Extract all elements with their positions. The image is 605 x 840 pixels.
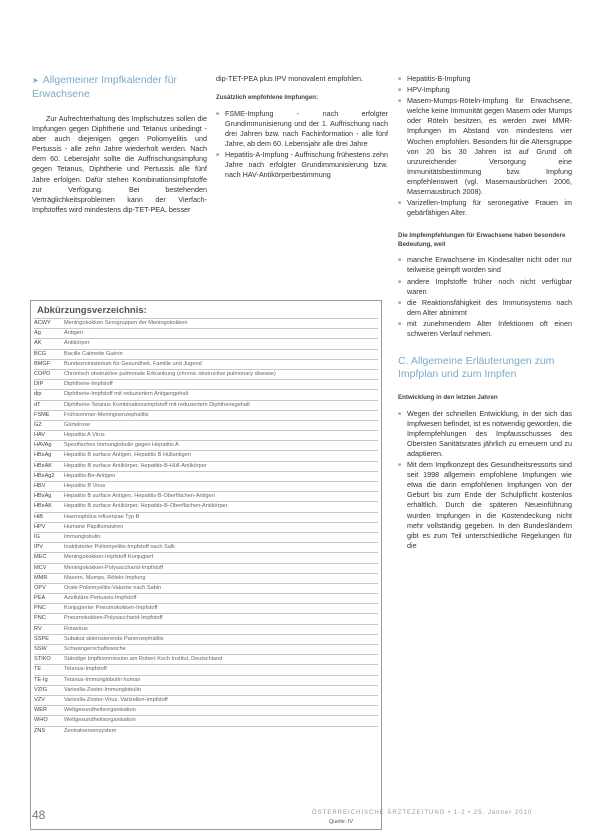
abbreviation: BCG bbox=[34, 350, 47, 357]
abbreviation: PNC bbox=[34, 605, 46, 612]
table-row bbox=[34, 552, 378, 562]
abbreviation-definition: Hepatitis B surface Antikörper, Hepatitis-B-Oberflächen-Antikörper bbox=[64, 503, 228, 510]
abbreviation: AK bbox=[34, 340, 42, 347]
abbreviation: IPV bbox=[34, 544, 44, 551]
abbreviation: HBsAg bbox=[34, 493, 52, 500]
table-row bbox=[34, 675, 378, 685]
paragraph-adult-schedule: Zur Aufrechterhaltung des Impfschutzes sollen die Impfungen gegen Diphtherie und Tetanus unbedingt - aber auch diejenigen gegen Poliomyelitis und Pertussis - alle zehn Jahre wiederholt werden. Nach dem 60. Lebensjahr sollte die Auffrischungsimpfung gegen Tetanus, Diphtherie und Pertussis alle fünf Jahre erfolgen. Dafür stehen Kombinationsimpfstoffe zur Verfügung. Bei bestehenden Verträglichkeitsproblemen kann der Vierfach-Impfstoffes wird mindestens dip-TET-PEA, besser bbox=[32, 114, 207, 214]
abbreviation: BMGF bbox=[34, 360, 51, 367]
abbreviation: HBV bbox=[34, 483, 46, 489]
abbreviation-definition: Bundesministerium für Gesundheit, Familie und Jugend bbox=[64, 360, 202, 367]
abbreviation: RV bbox=[34, 625, 42, 632]
abbreviation-definition: Varizella-Zoster-Virus, Varizellen-Impfstoff bbox=[64, 696, 168, 703]
abbreviation-definition: Hepatitis-Be-Antigen bbox=[64, 472, 116, 479]
table-row bbox=[34, 695, 378, 705]
table-row bbox=[34, 705, 378, 715]
abbreviation-definition: Humane Papillomaviren bbox=[64, 523, 124, 530]
abbreviation: HPV bbox=[34, 523, 46, 530]
table-row bbox=[34, 613, 378, 623]
abbreviation-definition: Meningokokken Serogruppen der Meningokokken bbox=[64, 320, 188, 326]
abbreviation-definition: Schwangerschaftswoche bbox=[64, 646, 126, 652]
list-item: ■ mit zunehmendem Alter Infektionen oft einen schweren Verlauf nehmen. bbox=[398, 319, 572, 339]
abbreviations-source: Quelle: IV bbox=[328, 819, 353, 825]
abbreviation: WHO bbox=[34, 717, 48, 724]
list-item: ■ Mit dem Impfkonzept des Gesundheitsressorts sind seit 1998 allgemein empfohlene Impfungen wie etwa die darin empfohlenen Impfungen von der Geburt bis zum Ende der Schulpflicht kostenlos erhältlich. Durch die späteren Neueinführung wurden Impfungen in die Kostendeckung nicht mehr vollständig gegeben. In den Bundesländern gibt es zum Teil unterschiedliche Regelungen für die bbox=[398, 460, 572, 551]
list-item: ■ Hepatitis-A-Impfung - Auffrischung frühestens zehn Jahre nach erfolgter Grundimmunisierung bzw. nach HAV-Antikörperbestimmung bbox=[216, 150, 388, 180]
section-heading-adult-schedule: ➤ Allgemeiner Impfkalender für Erwachsene bbox=[32, 74, 177, 100]
page-number: 48 bbox=[32, 808, 46, 822]
abbreviation-definition: Chronisch obstruktive pulmonale Erkrankung (chronic obstructive pulmonary disease) bbox=[64, 370, 276, 377]
abbreviation: HBsAK bbox=[34, 462, 53, 469]
subheading-recent-development: Entwicklung in den letzten Jahren bbox=[398, 394, 498, 402]
table-row bbox=[34, 624, 378, 634]
abbreviation: DIP bbox=[34, 381, 44, 388]
abbreviation-definition: Hepatitis B surface Antikörper, Hepatitis-B-Hüll-Antikörper bbox=[64, 462, 207, 469]
table-row bbox=[34, 400, 378, 410]
table-row bbox=[34, 471, 378, 481]
column-3 bbox=[398, 74, 572, 552]
abbreviation-definition: Konjugierter Pneumokokken-Impfstoff bbox=[64, 605, 158, 612]
abbreviation-definition: Masern, Mumps, Röteln-Impfung bbox=[64, 574, 146, 581]
abbreviation-definition: Meningokokken-Polysaccharid-Impfstoff bbox=[64, 564, 164, 571]
table-row bbox=[34, 430, 378, 440]
column-2 bbox=[216, 74, 388, 181]
table-row bbox=[34, 593, 378, 603]
abbreviation-definition: Meningokokken-Impfstoff Konjugiert bbox=[64, 554, 154, 561]
list-item: ■ manche Erwachsene im Kindesalter nicht oder nur teilweise geimpft worden sind bbox=[398, 255, 572, 275]
abbreviation: SSW bbox=[34, 646, 47, 652]
abbreviation-definition: Ständige Impfkommission am Robert Koch Institut, Deutschland bbox=[64, 656, 223, 663]
abbreviation-definition: Diphtherie-Impfstoff bbox=[64, 381, 113, 388]
table-row bbox=[34, 512, 378, 522]
abbreviation-definition: Hepatitis A Virus bbox=[64, 432, 105, 439]
abbreviation: WER bbox=[34, 707, 48, 714]
table-row bbox=[34, 715, 378, 725]
list-item: ■ Masern-Mumps-Röteln-Impfung für Erwachsene, welche keine Immunität gegen Masern oder Mumps oder Röteln besitzen, es werden zwei MMR-Impfungen im Abstand von mindestens vier Wochen empfohlen. Besonders für die Altersgruppe von 20 bis 30 Jahren ist auf Grund oft unzureichender Versorgung eine Immunitätsbestimmung bzw. Impfung empfehlenswert (vgl. Masernausbrüchen 2006, Masernausbruch 2008). bbox=[398, 96, 572, 197]
abbreviation: IG bbox=[34, 533, 40, 540]
abbreviation: ZNS bbox=[34, 727, 46, 734]
abbreviation-definition: Weltgesundheitsorganisation bbox=[64, 707, 136, 714]
abbreviation: PNC bbox=[34, 615, 46, 622]
table-row bbox=[34, 644, 378, 654]
abbreviation: STIKO bbox=[34, 656, 51, 663]
abbreviation: HBsAg2 bbox=[34, 472, 55, 479]
abbreviation: HiB bbox=[34, 513, 44, 520]
table-row bbox=[34, 420, 378, 430]
table-row bbox=[34, 563, 378, 573]
abbreviation: MMR bbox=[34, 574, 48, 581]
abbreviation-definition: Tetanus-Immunglobulin human bbox=[64, 676, 141, 683]
abbreviation-definition: Spezifisches Immunglobulin gegen Hepatitis A bbox=[64, 442, 179, 449]
table-row bbox=[34, 634, 378, 644]
list-item: ■ Wegen der schnellen Entwicklung, in der sich das Impfwesen befindet, ist es notwendig geworden, die Impfempfehlungen des Impfausschusses des Obersten Sanitätsrates jährlich zu erneuern und zu adaptieren. bbox=[398, 409, 572, 459]
table-row bbox=[34, 461, 378, 471]
abbreviation: PEA bbox=[34, 595, 46, 602]
abbreviation: OPV bbox=[34, 584, 46, 591]
additional-vaccines-list bbox=[216, 109, 388, 181]
abbreviations-title: Abkürzungsverzeichnis: bbox=[37, 305, 147, 316]
table-row bbox=[34, 318, 378, 328]
abbreviation: HAVAg bbox=[34, 442, 52, 449]
abbreviation-definition: Varizella-Zoster-Immunglobulin bbox=[64, 686, 141, 693]
list-item: ■ FSME-Impfung - nach erfolgter Grundimmunisierung und der 1. Auffrischung nach drei Jahren bzw. nach Fachinformation - alle fünf Jahre, ab dem 60. Lebensjahr alle drei Jahre bbox=[216, 109, 388, 149]
abbreviation: HBsAK bbox=[34, 503, 53, 510]
abbreviation-definition: Hepatitis B Virus bbox=[64, 483, 106, 489]
abbreviation-definition: Rotavirus bbox=[64, 625, 88, 632]
list-item: ■ Hepatitis-B-Impfung bbox=[398, 74, 572, 84]
table-row bbox=[34, 603, 378, 613]
list-item: ■ HPV-Impfung bbox=[398, 85, 572, 95]
table-row bbox=[34, 573, 378, 583]
table-row bbox=[34, 664, 378, 674]
table-row bbox=[34, 410, 378, 420]
abbreviation-definition: Pneumokokken-Polysaccharid-Impfstoff bbox=[64, 615, 163, 622]
table-row bbox=[34, 359, 378, 369]
table-row bbox=[34, 501, 378, 511]
abbreviation: VZV bbox=[34, 696, 45, 703]
abbreviation-definition: Orale Poliomyelitis-Vakzine nach Sabin bbox=[64, 584, 162, 591]
table-row bbox=[34, 338, 378, 348]
abbreviation-definition: Immunglobulin bbox=[64, 533, 101, 540]
abbreviations-box bbox=[30, 300, 382, 830]
paragraph-continuation: dip-TET-PEA plus IPV monovalent empfohlen. bbox=[216, 74, 364, 83]
abbreviation: MEC bbox=[34, 554, 47, 561]
abbreviation: ACWY bbox=[34, 320, 51, 326]
abbreviation: TE-Ig bbox=[34, 676, 48, 683]
table-row bbox=[34, 481, 378, 491]
arrow-icon: ➤ bbox=[32, 76, 39, 85]
abbreviation: MCV bbox=[34, 564, 47, 571]
table-row bbox=[34, 654, 378, 664]
table-row bbox=[34, 685, 378, 695]
abbreviation: VZIG bbox=[34, 686, 48, 693]
abbreviation: TE bbox=[34, 666, 42, 673]
table-row bbox=[34, 450, 378, 460]
abbreviation-definition: Diphtherie-Impfstoff mit reduziertem Antigengehalt bbox=[64, 391, 189, 398]
abbreviation: HBsAg bbox=[34, 452, 52, 459]
abbreviation-definition: Subakut sklerosierende Panenzephalitis bbox=[64, 635, 164, 642]
importance-list bbox=[398, 255, 572, 339]
list-item: ■ andere Impfstoffe früher noch nicht verfügbar waren bbox=[398, 277, 572, 297]
abbreviation-definition: Antikörper bbox=[64, 340, 90, 347]
column-1 bbox=[32, 74, 207, 215]
abbreviation-definition: Diphtherie-Tetanus Kombinationsimpfstoff mit reduziertem Diphtheriegehalt bbox=[64, 401, 250, 408]
section-heading-explanations: C. Allgemeine Erläuterungen zum Impfplan und zum Impfen bbox=[398, 355, 555, 380]
subheading-importance: Die Impfempfehlungen für Erwachsene haben besondere Bedeutung, weil bbox=[398, 232, 566, 248]
abbreviation-definition: Tetanus-Impfstoff bbox=[64, 666, 107, 673]
abbreviation: GZ bbox=[34, 421, 42, 428]
development-list bbox=[398, 409, 572, 551]
abbreviation: Ag bbox=[34, 330, 41, 337]
table-row bbox=[34, 440, 378, 450]
table-row bbox=[34, 532, 378, 542]
abbreviation: SSPE bbox=[34, 635, 49, 642]
list-item: ■ die Reaktionsfähigkeit des Immunsystems nach dem Alter abnimmt bbox=[398, 298, 572, 318]
table-row bbox=[34, 542, 378, 552]
abbreviation-definition: Azelluläre Pertussis-Impfstoff bbox=[64, 595, 137, 602]
abbreviation-definition: Inaktivierter Poliomyelitis-Impfstoff nach Salk bbox=[64, 544, 175, 551]
table-row bbox=[34, 379, 378, 389]
table-row bbox=[34, 328, 378, 338]
abbreviation: dT bbox=[34, 401, 41, 408]
abbreviation-definition: Hepatitis B surface Antigen, Hepatitis B Hüllantigen bbox=[64, 452, 191, 459]
abbreviation: COPD bbox=[34, 370, 51, 377]
subheading-additional-vaccines: Zusätzlich empfohlene Impfungen: bbox=[216, 94, 319, 102]
abbreviation-definition: Gürtelrose bbox=[64, 421, 91, 428]
table-row bbox=[34, 583, 378, 593]
footer-publication: ÖSTERREICHISCHE ÄRZTEZEITUNG • 1-2 • 25. Jänner 2010 bbox=[312, 810, 533, 816]
table-row bbox=[34, 491, 378, 501]
abbreviation: dip bbox=[34, 391, 42, 398]
abbreviation-definition: Frühsommer-Meningoenzephalitis bbox=[64, 411, 149, 418]
abbreviation-definition: Bacille Calmette Guérin bbox=[64, 350, 123, 357]
table-row bbox=[34, 349, 378, 359]
abbreviation: FSME bbox=[34, 411, 50, 418]
abbreviation-definition: Zentralnervensystem bbox=[64, 727, 117, 734]
table-row bbox=[34, 522, 378, 532]
table-row bbox=[34, 726, 378, 736]
abbreviations-table bbox=[34, 318, 378, 736]
abbreviation-definition: Hepatitis B surface Antigen, Hepatitis-B-Oberflächen-Antigen bbox=[64, 493, 215, 500]
table-row bbox=[34, 369, 378, 379]
abbreviation-definition: Antigen bbox=[64, 330, 83, 337]
list-item: ■ Varizellen-Impfung für seronegative Frauen im gebärfähigen Alter. bbox=[398, 198, 572, 218]
abbreviation-definition: Weltgesundheitsorganisation bbox=[64, 717, 136, 724]
table-row bbox=[34, 389, 378, 399]
vaccines-list-top bbox=[398, 74, 572, 218]
abbreviation-definition: Haemophilus influenzae Typ B bbox=[64, 513, 140, 520]
abbreviation: HAV bbox=[34, 432, 46, 439]
